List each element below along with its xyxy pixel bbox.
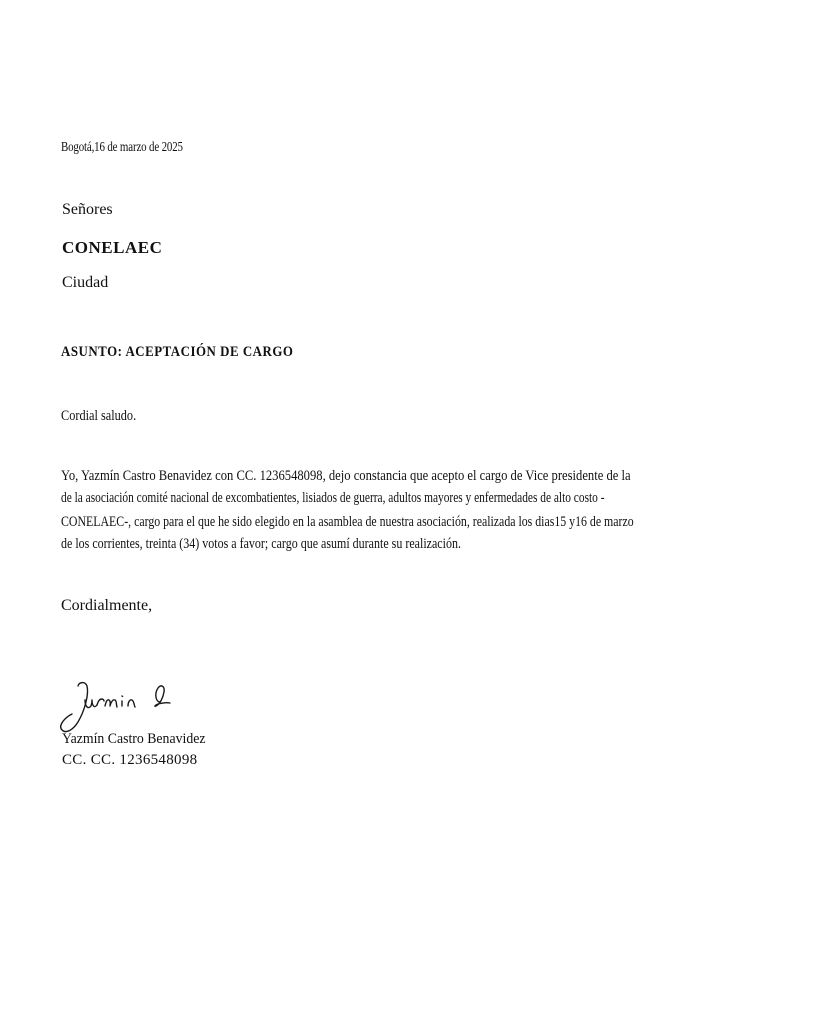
signer-name: Yazmín Castro Benavidez	[62, 731, 206, 747]
body-line: de la asociación comité nacional de excombatientes, lisiados de guerra, adultos mayores y enfermedades de alto costo -	[61, 490, 605, 506]
recipient-greeting: Señores	[62, 201, 113, 218]
letter-subject: ASUNTO: ACEPTACIÓN DE CARGO	[61, 344, 294, 360]
body-line: de los corrientes, treinta (34) votos a favor; cargo que asumí durante su realización.	[61, 536, 461, 552]
signer-id: CC. CC. 1236548098	[62, 752, 198, 768]
recipient-organization: CONELAEC	[62, 238, 163, 257]
letter-salutation: Cordial saludo.	[61, 408, 137, 424]
recipient-city: Ciudad	[62, 274, 109, 291]
letter-closing: Cordialmente,	[61, 597, 153, 614]
body-line: CONELAEC-, cargo para el que he sido elegido en la asamblea de nuestra asociación, realizada los dias15 y16 de marzo	[61, 514, 634, 530]
body-line: Yo, Yazmín Castro Benavidez con CC. 1236548098, dejo constancia que acepto el cargo de Vice presidente de la	[61, 468, 631, 484]
letter-date: Bogotá,16 de marzo de 2025	[61, 140, 183, 155]
